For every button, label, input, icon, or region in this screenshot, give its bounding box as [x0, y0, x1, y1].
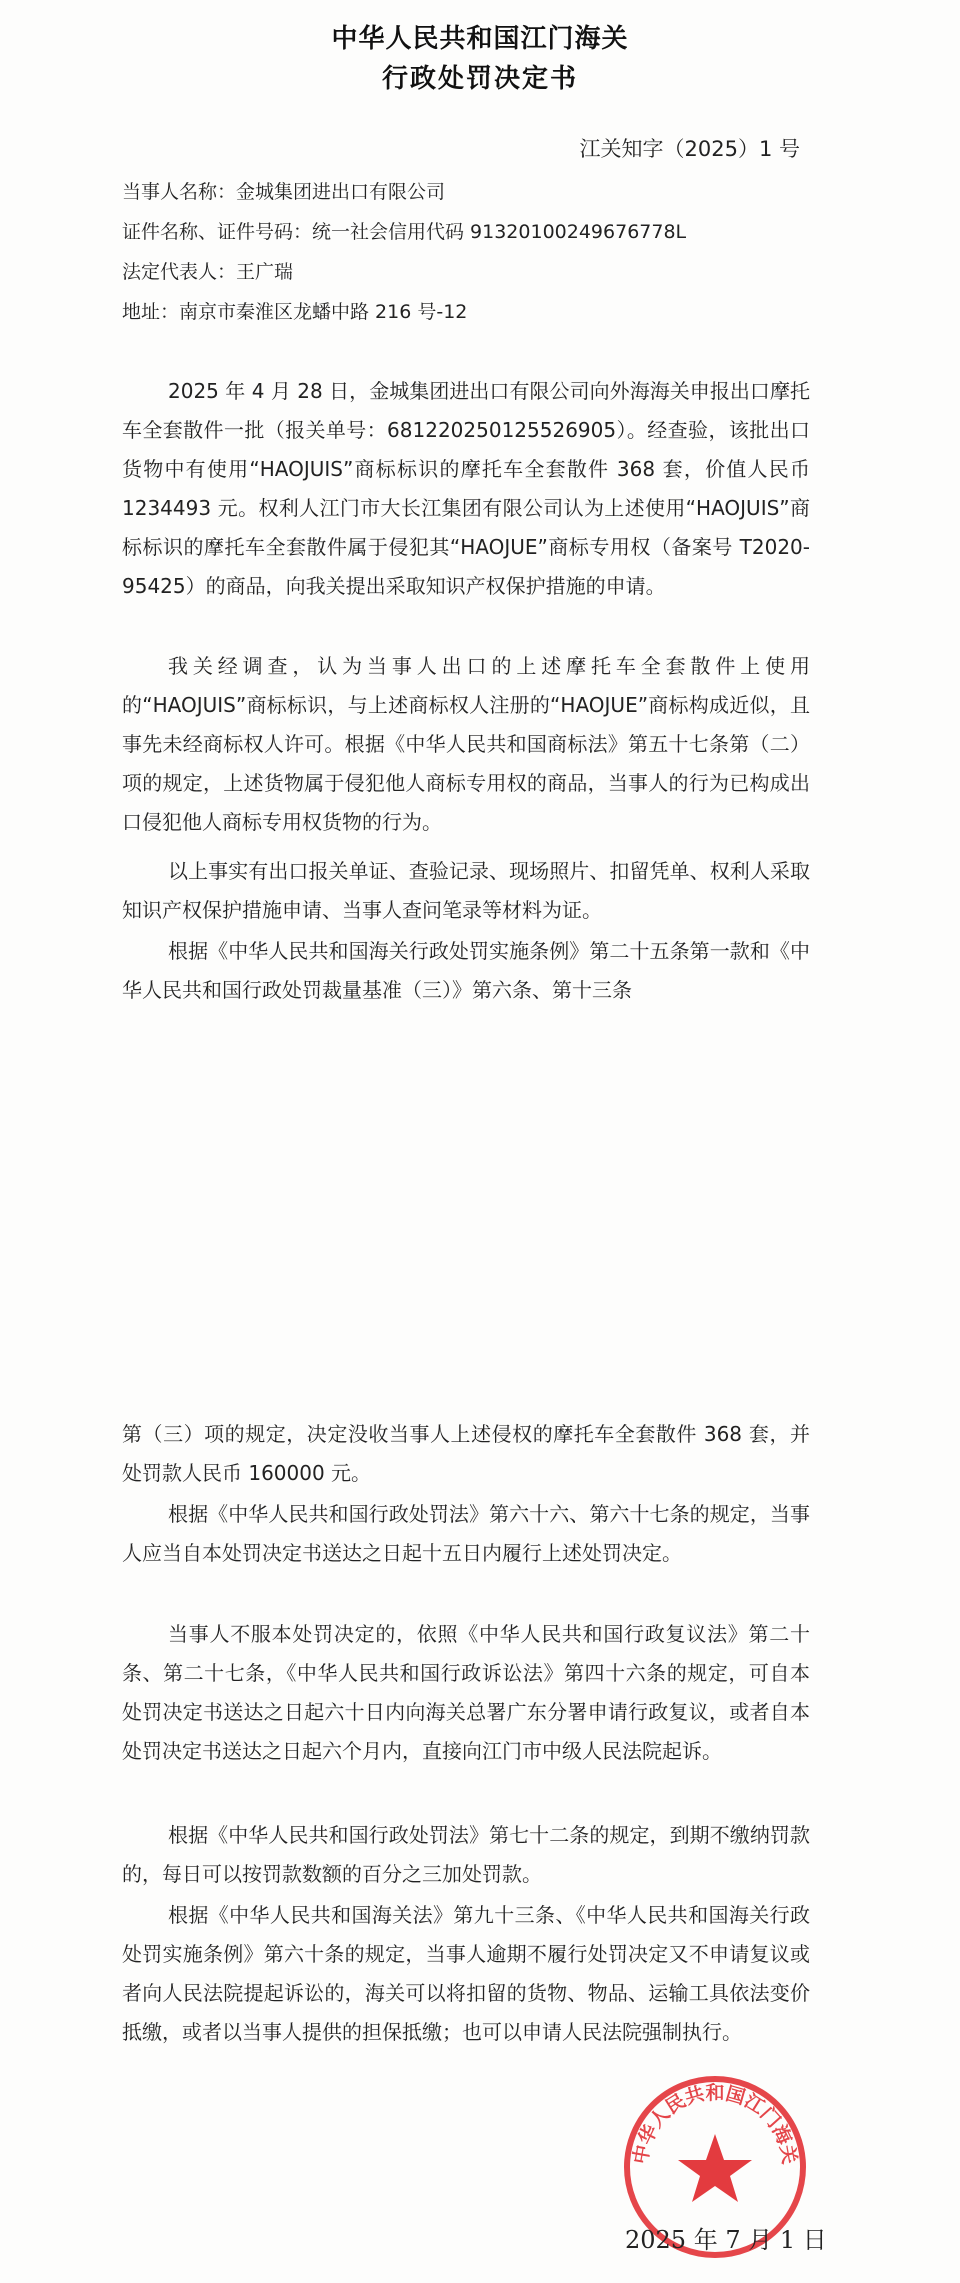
paragraph-facts: 2025 年 4 月 28 日，金城集团进出口有限公司向外海海关申报出口摩托车全套散件一批（报关单号：681220250125526905）。经查验，该批出口货物中有使用“HAOJUIS”商标标识的摩托车全套散件 368 套，价值人民币 1234493 元。权利人江门市大长江集团有限公司认为上述使用“HAOJUIS”商标标识的摩托车全套散件属于侵犯其“HAOJUE”商标专用权（备案号 T2020-95425）的商品，向我关提出采取知识产权保护措施的申请。 [122, 379, 810, 598]
party-name: 当事人名称：金城集团进出口有限公司 [122, 181, 446, 203]
paragraph-appeal: 当事人不服本处罚决定的，依照《中华人民共和国行政复议法》第二十条、第二十七条，《中华人民共和国行政诉讼法》第四十六条的规定，可自本处罚决定书送达之日起六十日内向海关总署广东分署申请行政复议，或者自本处罚决定书送达之日起六个月内，直接向江门市中级人民法院起诉。 [122, 1622, 810, 1763]
document-subtitle: 行政处罚决定书 [381, 64, 578, 94]
document-number: 江关知字（2025）1 号 [579, 137, 800, 161]
paragraph-evidence: 以上事实有出口报关单证、查验记录、现场照片、扣留凭单、权利人采取知识产权保护措施申请、当事人查问笔录等材料为证。 [122, 859, 810, 922]
document-title: 中华人民共和国江门海关 [331, 24, 629, 54]
paragraph-enforcement: 根据《中华人民共和国海关法》第九十三条、《中华人民共和国海关行政处罚实施条例》第六十条的规定，当事人逾期不履行处罚决定又不申请复议或者向人民法院提起诉讼的，海关可以将扣留的货物、物品、运输工具依法变价抵缴，或者以当事人提供的担保抵缴；也可以申请人民法院强制执行。 [122, 1903, 810, 2044]
party-id: 证件名称、证件号码：统一社会信用代码 91320100249676778L [122, 221, 687, 243]
seal-text: 中华人民共和国江门海关 [629, 2081, 801, 2166]
party-representative: 法定代表人：王广瑞 [122, 261, 294, 283]
paragraph-performance: 根据《中华人民共和国行政处罚法》第六十六、第六十七条的规定，当事人应当自本处罚决定书送达之日起十五日内履行上述处罚决定。 [122, 1502, 810, 1565]
paragraph-late-fee: 根据《中华人民共和国行政处罚法》第七十二条的规定，到期不缴纳罚款的，每日可以按罚款数额的百分之三加处罚款。 [122, 1823, 810, 1886]
paragraph-decision: 第（三）项的规定，决定没收当事人上述侵权的摩托车全套散件 368 套，并处罚款人民币 160000 元。 [122, 1422, 810, 1485]
paragraph-investigation: 我关经调查，认为当事人出口的上述摩托车全套散件上使用的“HAOJUIS”商标标识，与上述商标权人注册的“HAOJUE”商标构成近似，且事先未经商标权人许可。根据《中华人民共和国商标法》第五十七条第（二）项的规定，上述货物属于侵犯他人商标专用权的商品，当事人的行为已构成出口侵犯他人商标专用权货物的行为。 [122, 654, 810, 834]
party-address: 地址：南京市秦淮区龙蟠中路 216 号-12 [122, 301, 468, 323]
signature-date: 2025 年 7 月 1 日 [625, 2226, 827, 2254]
paragraph-legal-basis: 根据《中华人民共和国海关行政处罚实施条例》第二十五条第一款和《中华人民共和国行政处罚裁量基准（三）》第六条、第十三条 [122, 939, 810, 1002]
